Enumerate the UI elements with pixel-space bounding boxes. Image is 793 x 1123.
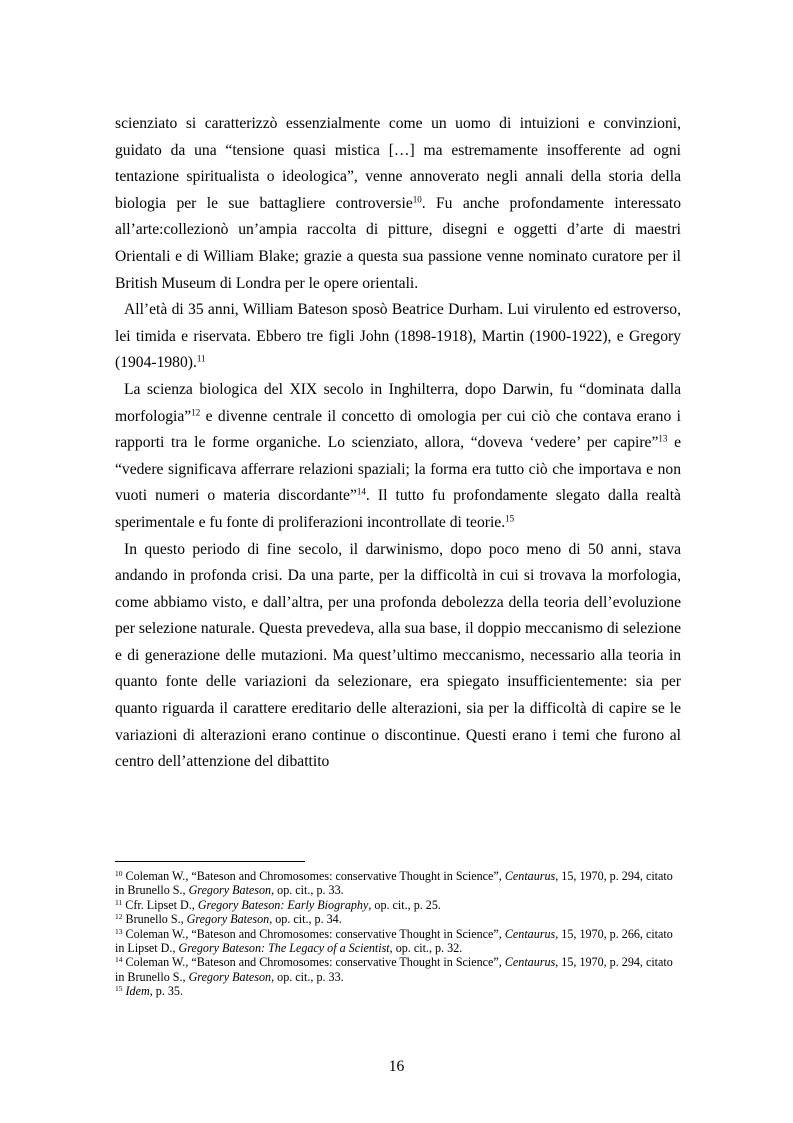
footnote-title: Gregory Bateson: The Legacy of a Scientist <box>178 941 390 956</box>
page-number: 16 <box>388 1058 405 1075</box>
footnote-text: Cfr. Lipset D., <box>122 897 198 912</box>
paragraph-2 <box>115 297 681 377</box>
footnote-number: 14 <box>115 955 123 965</box>
footnote-ref-12[interactable]: 12 <box>191 407 201 418</box>
footnote-text: Brunello S., <box>122 912 187 927</box>
footnote-13 <box>115 927 681 956</box>
paragraph-text: e “vedere significava afferrare relazioni spaziali; la forma era tutto ciò che importava e non vuoti numeri o materia discordante” <box>115 434 681 505</box>
footnote-14 <box>115 955 681 984</box>
footnote-ref-13[interactable]: 13 <box>658 433 668 444</box>
footnote-text: Coleman W., “Bateson and Chromosomes: conservative Thought in Science”, <box>122 955 505 970</box>
footnote-title: Idem <box>125 984 150 999</box>
paragraph-text: . Il tutto fu profondamente slegato dalla realtà sperimentale e fu fonte di proliferazioni incontrollate di teorie. <box>115 487 681 531</box>
paragraph-4 <box>115 537 681 776</box>
footnote-number: 11 <box>115 897 123 907</box>
footnote-title: Centaurus <box>504 869 556 883</box>
footnote-text: , p. 35. <box>149 984 183 999</box>
footnote-text: , op. cit., p. 33. <box>271 969 344 984</box>
paragraph-3 <box>115 377 681 537</box>
footnote-number: 15 <box>115 984 123 994</box>
footnote-text: , 15, 1970, p. 294, citato in Brunello S., <box>115 955 673 984</box>
footnote-text: , 15, 1970, p. 266, citato in Lipset D., <box>115 926 673 956</box>
paragraph-text: La scienza biologica del XIX secolo in Inghilterra, dopo Darwin, fu “dominata dalla morfologia” <box>115 380 681 425</box>
footnote-title: Gregory Bateson <box>186 912 270 927</box>
footnotes <box>115 869 681 999</box>
paragraph-1 <box>115 111 681 297</box>
paragraph-text: e divenne centrale il concetto di omologia per cui ciò che contava erano i rapporti tra le forme organiche. Lo scienziato, allora, “doveva ‘vedere’ per capire” <box>115 407 681 452</box>
paragraph-text: In questo periodo di fine secolo, il darwinismo, dopo poco meno di 50 anni, stava andando in profonda crisi. Da una parte, per la difficoltà in cui si trovava la morfologia, come abbiamo visto, e dall’altra, per una profonda debolezza della teoria dell’evoluzione per selezione naturale. Questa prevedeva, alla sua base, il doppio meccanismo di selezione e di generazione delle mutazioni. Ma quest’ultimo meccanismo, necessario alla teoria in quanto fonte delle variazioni da selezionare, era spiegato insufficientemente: sia per quanto riguarda il carattere ereditario delle alterazioni, sia per la difficoltà di capire se le variazioni di alterazioni erano continue o discontinue. Questi erano i temi che furono al centro dell’attenzione del dibattito <box>115 540 681 771</box>
paragraph-text: All’età di 35 anni, William Bateson sposò Beatrice Durham. Lui virulento ed estroverso, lei timida e riservata. Ebbero tre figli John (1898-1918), Martin (1900-1922), e Gregory (1904-1980). <box>115 301 681 372</box>
footnote-text: , op. cit., p. 34. <box>269 912 342 927</box>
footnote-text: Coleman W., “Bateson and Chromosomes: conservative Thought in Science”, <box>122 926 505 941</box>
footnote-ref-10[interactable]: 10 <box>412 194 422 205</box>
footnote-11 <box>115 898 681 912</box>
footnote-ref-15[interactable]: 15 <box>505 513 515 524</box>
paragraph-text: . Fu anche profondamente interessato all’arte:collezionò un’ampia raccolta di pitture, disegni e oggetti d’arte di maestri Orientali e di William Blake; grazie a questa sua passione venne nominato curatore per il British Museum di Londra per le opere orientali. <box>115 194 682 292</box>
footnote-15 <box>115 984 681 998</box>
footnote-title: Centaurus <box>504 926 556 941</box>
footnote-ref-14[interactable]: 14 <box>356 486 366 497</box>
footnote-number: 10 <box>115 868 123 878</box>
footnote-title: Gregory Bateson <box>188 969 272 984</box>
footnote-number: 13 <box>115 926 123 936</box>
footnote-text: , op. cit., p. 32. <box>389 941 463 956</box>
footnote-title: Gregory Bateson <box>188 883 272 898</box>
footnote-number: 12 <box>115 912 123 922</box>
footnote-12 <box>115 912 681 926</box>
footnote-text: , 15, 1970, p. 294, citato in Brunello S., <box>115 869 673 898</box>
paragraph-text: scienziato si caratterizzò essenzialmente come un uomo di intuizioni e convinzioni, guidato da una “tensione quasi mistica […] ma estremamente insofferente ad ogni tentazione spiritualista o ideologica”, venne annoverato negli annali della storia della biologia per le sue battagliere controversie <box>115 115 681 212</box>
footnote-10 <box>115 869 681 898</box>
footnote-text: , op. cit., p. 25. <box>368 897 441 912</box>
footnote-title: Centaurus <box>504 955 556 970</box>
footnote-text: , op. cit., p. 33. <box>271 883 344 898</box>
footnote-separator <box>115 861 305 862</box>
footnote-ref-11[interactable]: 11 <box>196 353 206 364</box>
footnote-title: Gregory Bateson: Early Biography <box>197 897 369 912</box>
footnote-text: Coleman W., “Bateson and Chromosomes: conservative Thought in Science”, <box>122 869 505 883</box>
body-text <box>115 111 681 776</box>
